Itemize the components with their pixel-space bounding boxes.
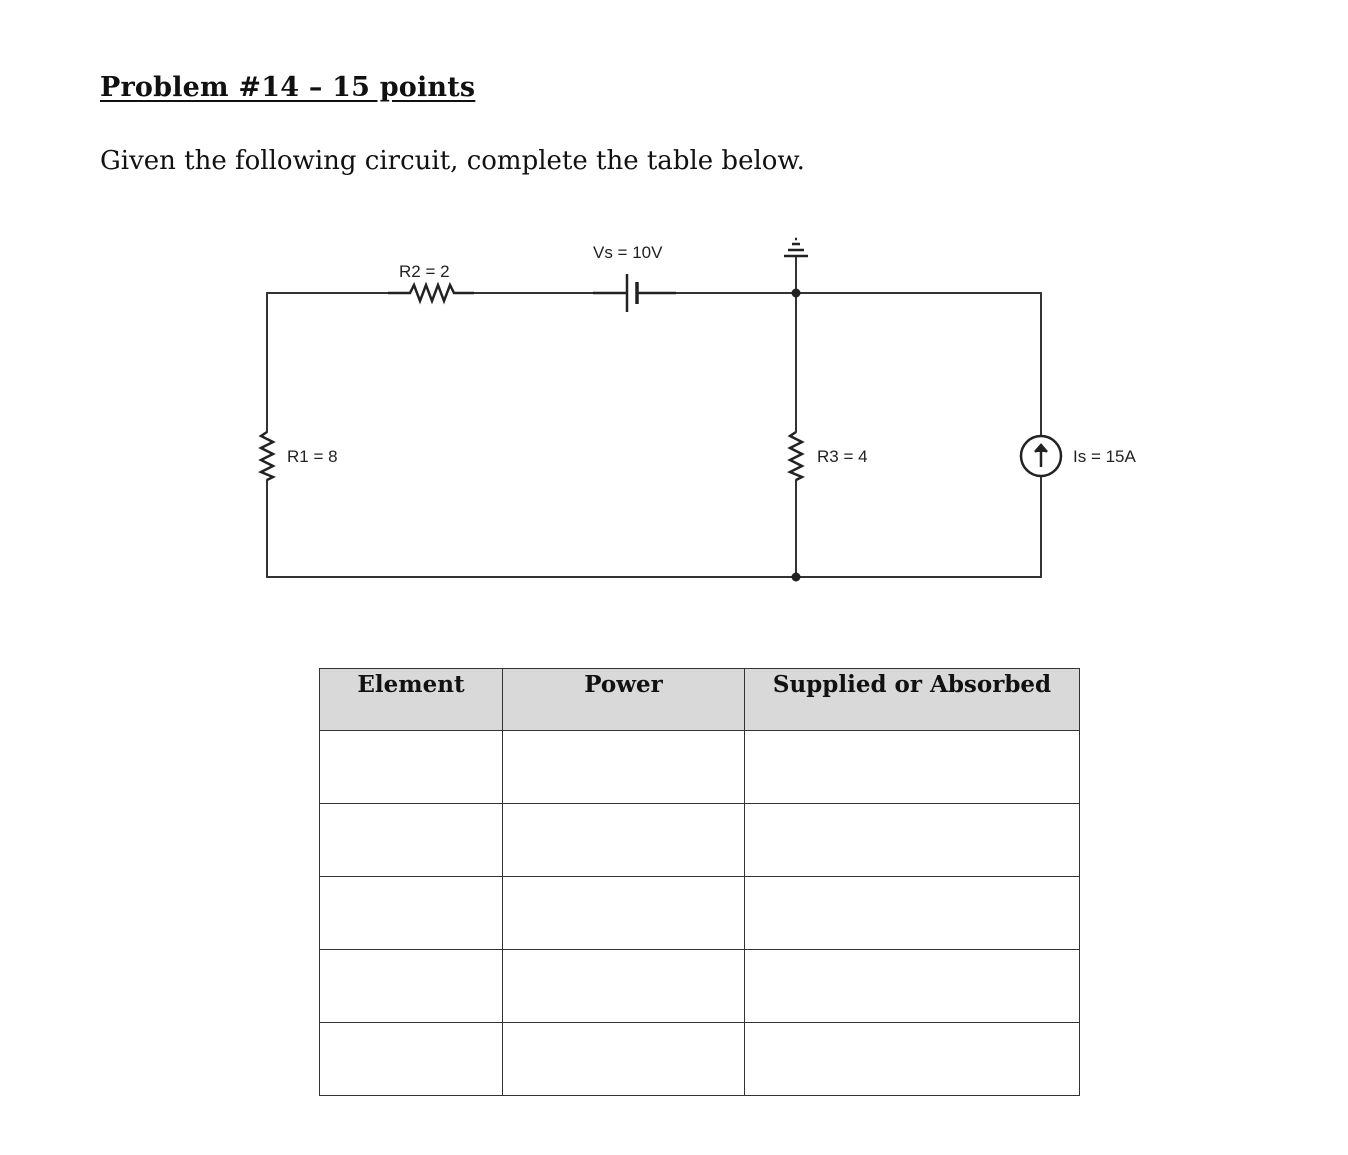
table-cell[interactable] [503,877,745,950]
ground-icon [784,239,808,256]
is-label: Is = 15A [1073,447,1136,466]
table-row [320,804,1080,877]
r3-label: R3 = 4 [817,447,868,466]
node-dot-icon [792,573,801,582]
table-row [320,1023,1080,1096]
table-row [320,731,1080,804]
resistor-icon [388,285,474,301]
header-power: Power [503,669,745,731]
header-element: Element [320,669,503,731]
table-cell[interactable] [320,1023,503,1096]
problem-heading: Problem #14 – 15 points [100,72,476,103]
table-row [320,950,1080,1023]
table-row [320,877,1080,950]
table-cell[interactable] [745,877,1080,950]
resistor-icon [261,432,273,480]
table-cell[interactable] [745,1023,1080,1096]
node-dot-icon [792,289,801,298]
table-cell[interactable] [745,731,1080,804]
table-cell[interactable] [503,950,745,1023]
table-cell[interactable] [745,804,1080,877]
table-cell[interactable] [503,804,745,877]
r1-label: R1 = 8 [287,447,338,466]
answer-table [319,668,1080,1096]
table-cell[interactable] [320,731,503,804]
resistor-icon [790,432,802,480]
table-cell[interactable] [320,950,503,1023]
table-header-row [320,669,1080,731]
table-cell[interactable] [503,731,745,804]
vs-label: Vs = 10V [593,243,663,262]
battery-icon [593,274,676,312]
table-cell[interactable] [320,877,503,950]
header-supplied-or-absorbed: Supplied or Absorbed [745,669,1080,731]
current-source-icon [1021,436,1061,476]
r2-label: R2 = 2 [399,262,450,281]
table-cell[interactable] [320,804,503,877]
table-cell[interactable] [503,1023,745,1096]
problem-instruction: Given the following circuit, complete the table below. [100,146,805,176]
table-cell[interactable] [745,950,1080,1023]
